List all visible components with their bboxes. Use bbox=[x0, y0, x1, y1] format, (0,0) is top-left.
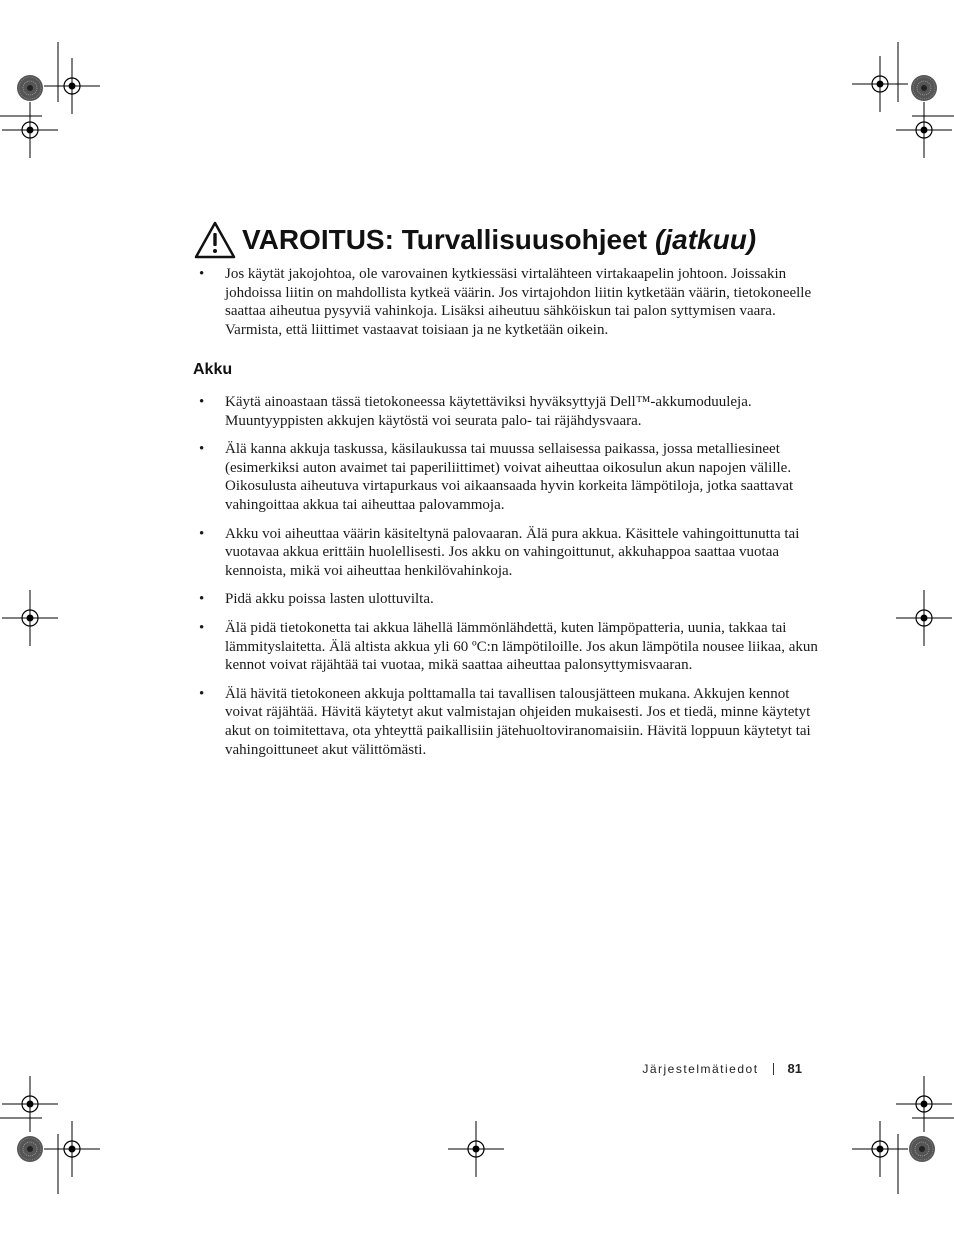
list-item: • Jos käytät jakojohtoa, ole varovainen kytkiessäsi virtalähteen virtakaapelin johtoon. Joissakin johdoissa liitin on mahdollista kytkeä väärin. Jos virtajohdon liitin kytketään väärin, tietokoneelle saattaa aiheutua pysyviä vahinkoja. Lisäksi aiheutuu sähköiskun tai palon syttymisen vaara. Varmista, että liittimet vastaavat toisiaan ja ne kytketään oikein. bbox=[199, 266, 812, 338]
list-item: • Älä kanna akkuja taskussa, käsilaukussa tai muussa sellaisessa paikassa, jossa metalliesineet (esimerkiksi auton avaimet tai paperiliittimet) voivat aiheuttaa oikosulun akun napojen välille. Oikosulusta aiheutuva virtapurkaus voi aikaansaada hyvin korkeita lämpötiloja, jotka saattavat vahingoittaa akkua tai aiheuttaa palovammoja. bbox=[199, 441, 794, 513]
bullet-icon: • bbox=[199, 441, 205, 458]
color-target-bottom-right bbox=[909, 1136, 935, 1162]
list-item: • Älä pidä tietokonetta tai akkua lähellä lämmönlähdettä, kuten lämpöpatteria, uunia, takkaa tai lämmityslaitetta. Älä altista akkua yli 60 ºC:n lämpötiloille. Jos akun lämpötila nousee liikaa, akun kennot voivat räjähtää tai vuotaa, mikä saattaa aiheuttaa palonsyttymisvaaran. bbox=[199, 619, 818, 674]
list-item: • Akku voi aiheuttaa väärin käsiteltynä palovaaran. Älä pura akkua. Käsittele vahingoittunutta tai vuotavaa akkua erittäin huolellisesti. Jos akku on vahingoittunut, akkuhappoa saattaa vuotaa kennoista, mikä voi aiheuttaa henkilövahinkoja. bbox=[199, 525, 800, 579]
color-target-top-right bbox=[911, 75, 937, 101]
list-item: • Käytä ainoastaan tässä tietokoneessa käytettäviksi hyväksyttyjä Dell™-akkumoduuleja. Muuntyyppisten akkujen käytöstä voi seurata palo- tai räjähdysvaara. bbox=[199, 394, 752, 429]
bullet-icon: • bbox=[199, 685, 205, 702]
footer-section-name: Järjestelmätiedot bbox=[642, 1061, 759, 1076]
list-item: • Pidä akku poissa lasten ulottuvilta. bbox=[199, 591, 434, 608]
section-heading: Akku bbox=[193, 361, 233, 378]
bullet-icon: • bbox=[199, 266, 205, 282]
title-main: VAROITUS: Turvallisuusohjeet bbox=[242, 224, 648, 255]
list-item: • Älä hävitä tietokoneen akkuja polttamalla tai tavallisen talousjätteen mukana. Akkujen kennot voivat räjähtää. Hävitä käytetyt akut valmistajan ohjeiden mukaisesti. Jos et tiedä, minne käytetyt akut on toimitettava, ota yhteyttä paikallisiin jätehuoltoviranomaisiin. Hävitä loppuun käytetyt tai vahingoittuneet akut välittömästi. bbox=[199, 685, 811, 758]
footer-divider bbox=[773, 1063, 774, 1075]
page-title bbox=[194, 218, 756, 262]
intro-bullet-list bbox=[199, 265, 819, 339]
page-number: 81 bbox=[787, 1061, 802, 1076]
warning-triangle-icon bbox=[194, 221, 236, 259]
bullet-icon: • bbox=[199, 525, 205, 542]
bullet-icon: • bbox=[199, 591, 205, 608]
color-target-bottom-left bbox=[17, 1136, 43, 1162]
color-target-top-left bbox=[17, 75, 43, 101]
page-footer bbox=[642, 1061, 802, 1076]
bullet-icon: • bbox=[199, 394, 205, 410]
bullet-icon: • bbox=[199, 619, 205, 636]
battery-bullet-list bbox=[199, 393, 819, 769]
title-continued: (jatkuu) bbox=[655, 224, 757, 255]
